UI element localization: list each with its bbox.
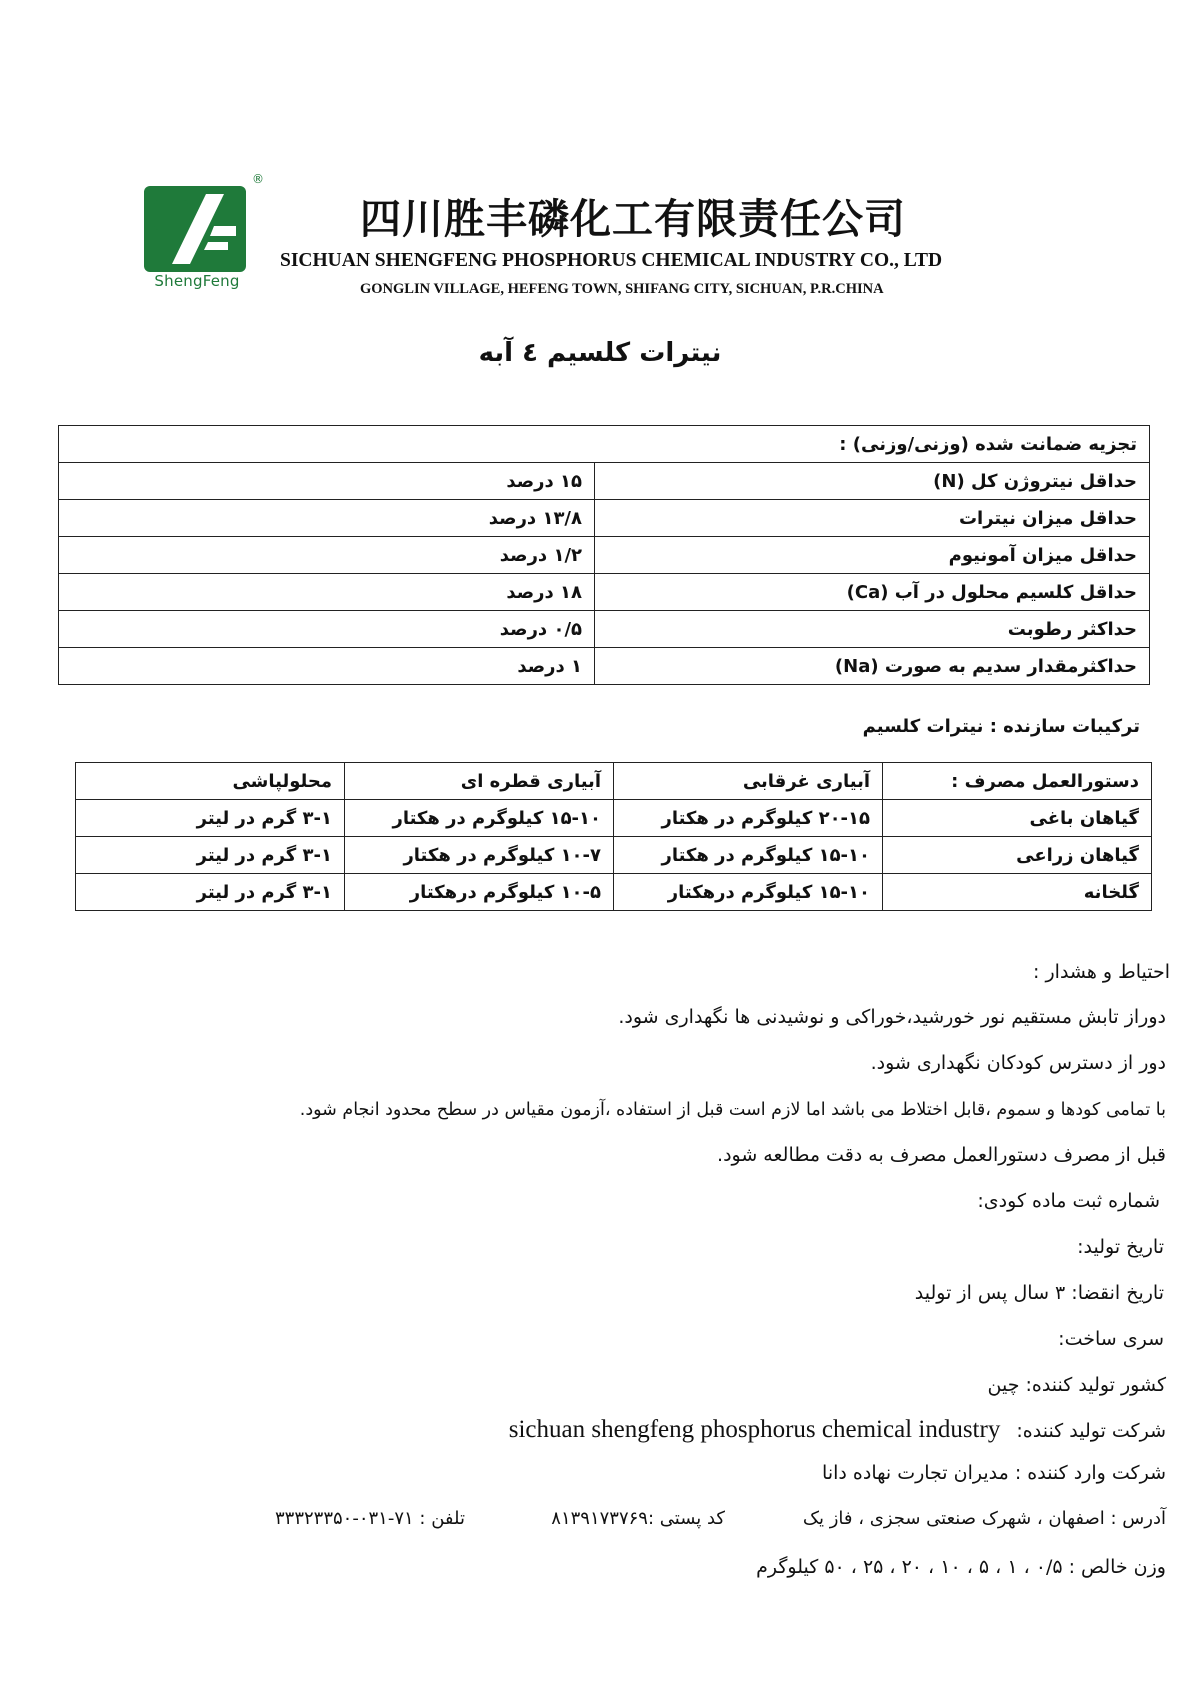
table-row xyxy=(59,537,1150,574)
manufacturer: شرکت تولید کننده: sichuan shengfeng phosphorus chemical industry xyxy=(508,1416,1166,1443)
table-row xyxy=(59,463,1150,500)
table-cell: ۱۰-۵ کیلوگرم درهکتار xyxy=(345,874,614,911)
logo-text: ShengFeng xyxy=(154,272,240,290)
table-cell: گلخانه xyxy=(883,874,1152,911)
analysis-value: ۱۵ درصد xyxy=(59,463,595,500)
company-name-english: SICHUAN SHENGFENG PHOSPHORUS CHEMICAL INDUSTRY CO., LTD xyxy=(280,250,943,271)
column-header: آبیاری قطره ای xyxy=(345,763,614,800)
table-cell: گیاهان باغی xyxy=(883,800,1152,837)
analysis-label: حداقل کلسیم محلول در آب (Ca) xyxy=(595,574,1150,611)
company-logo xyxy=(144,172,268,292)
shengfeng-logo-icon xyxy=(144,186,246,272)
company-name-chinese: 四川胜丰磷化工有限责任公司 xyxy=(360,195,906,243)
table-row xyxy=(59,611,1150,648)
analysis-label: حداقل میزان نیترات xyxy=(595,500,1150,537)
registration-number: شماره ثبت ماده کودی: xyxy=(977,1190,1160,1212)
analysis-value: ۱۳/۸ درصد xyxy=(59,500,595,537)
table-row xyxy=(59,574,1150,611)
importer: شرکت وارد کننده : مدیران تجارت نهاده دانا xyxy=(822,1462,1166,1484)
analysis-label: حداکثر رطوبت xyxy=(595,611,1150,648)
caution-item: با تمامی کودها و سموم ،قابل اختلاط می باشد اما لازم است قبل از استفاده ،آزمون مقیاس در سطح محدود انجام شود. xyxy=(299,1100,1166,1120)
table-row xyxy=(76,837,1152,874)
table-row xyxy=(76,800,1152,837)
country-of-origin: کشور تولید کننده: چین xyxy=(987,1374,1166,1396)
caution-item: دور از دسترس کودکان نگهداری شود. xyxy=(870,1052,1166,1074)
table-cell: ۲۰-۱۵ کیلوگرم در هکتار xyxy=(614,800,883,837)
table-cell: گیاهان زراعی xyxy=(883,837,1152,874)
analysis-heading: تجزیه ضمانت شده (وزنی/وزنی) : xyxy=(59,426,1150,463)
address: آدرس : اصفهان ، شهرک صنعتی سجزی ، فاز یک xyxy=(802,1508,1166,1529)
guaranteed-analysis-table xyxy=(58,425,1150,685)
table-cell: ۱۵-۱۰ کیلوگرم درهکتار xyxy=(614,874,883,911)
components-line: ترکیبات سازنده : نیترات کلسیم xyxy=(862,716,1140,737)
analysis-label: حداقل میزان آمونیوم xyxy=(595,537,1150,574)
table-cell: ۱۵-۱۰ کیلوگرم در هکتار xyxy=(614,837,883,874)
analysis-label: حداقل نیتروژن کل (N) xyxy=(595,463,1150,500)
column-header: دستورالعمل مصرف : xyxy=(883,763,1152,800)
table-row xyxy=(76,874,1152,911)
batch-number: سری ساخت: xyxy=(1058,1328,1164,1350)
table-header-row xyxy=(76,763,1152,800)
caution-item: قبل از مصرف دستورالعمل مصرف به دقت مطالعه شود. xyxy=(717,1144,1166,1166)
column-header: آبیاری غرقابی xyxy=(614,763,883,800)
phone: تلفن : ۷۱-۰۳۱-۳۳۳۲۳۳۵۰ xyxy=(275,1508,465,1529)
cautions-heading: احتیاط و هشدار : xyxy=(1033,961,1170,983)
analysis-label: حداکثرمقدار سدیم به صورت (Na) xyxy=(595,648,1150,685)
production-date: تاریخ تولید: xyxy=(1077,1236,1164,1258)
table-cell: ۳-۱ گرم در لیتر xyxy=(76,874,345,911)
table-cell: ۱۰-۷ کیلوگرم در هکتار xyxy=(345,837,614,874)
net-weight: وزن خالص : ۰/۵ ، ۱ ، ۵ ، ۱۰ ، ۲۰ ، ۲۵ ، ۵۰ کیلوگرم xyxy=(756,1556,1166,1578)
caution-item: دوراز تابش مستقیم نور خورشید،خوراکی و نوشیدنی ها نگهداری شود. xyxy=(618,1006,1166,1028)
analysis-value: ۱ درصد xyxy=(59,648,595,685)
company-address-english: GONGLIN VILLAGE, HEFENG TOWN, SHIFANG CITY, SICHUAN, P.R.CHINA xyxy=(360,281,884,297)
table-cell: ۳-۱ گرم در لیتر xyxy=(76,800,345,837)
table-row xyxy=(59,648,1150,685)
expiry-date: تاریخ انقضا: ۳ سال پس از تولید xyxy=(914,1282,1164,1304)
table-cell: ۱۵-۱۰ کیلوگرم در هکتار xyxy=(345,800,614,837)
postal-code: کد پستی :۸۱۳۹۱۷۳۷۶۹ xyxy=(551,1508,725,1529)
analysis-value: ۱/۲ درصد xyxy=(59,537,595,574)
column-header: محلولپاشی xyxy=(76,763,345,800)
usage-table xyxy=(75,762,1152,911)
table-row xyxy=(59,426,1150,463)
registered-mark: ® xyxy=(252,172,264,186)
analysis-value: ۱۸ درصد xyxy=(59,574,595,611)
table-row xyxy=(59,500,1150,537)
analysis-value: ۰/۵ درصد xyxy=(59,611,595,648)
table-cell: ۳-۱ گرم در لیتر xyxy=(76,837,345,874)
document-title: نیترات کلسیم ٤ آبه xyxy=(478,338,722,368)
manufacturer-name: sichuan shengfeng phosphorus chemical industry xyxy=(508,1416,1001,1443)
